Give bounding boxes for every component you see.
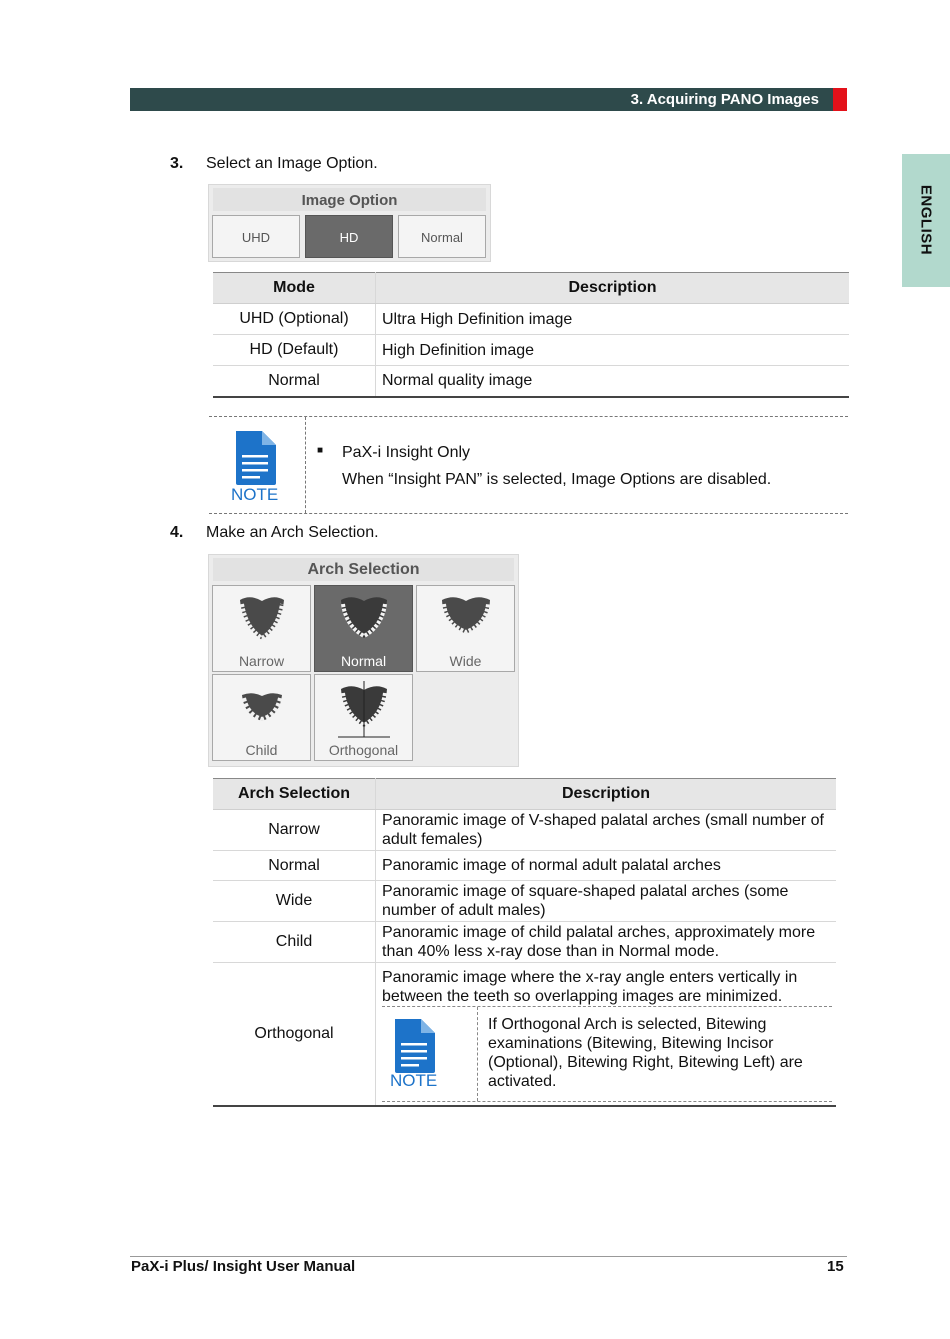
note-icon <box>231 429 285 507</box>
wide-arch-icon <box>440 592 492 644</box>
header-accent <box>833 88 847 111</box>
orthogonal-description-text: Panoramic image where the x-ray angle enters vertically in between the teeth so overlapping images are minimized. <box>382 969 798 1006</box>
note-divider <box>477 1007 478 1101</box>
arch-selection-title-bar <box>213 558 514 581</box>
uhd-button[interactable]: UHD <box>212 215 300 258</box>
table-row <box>213 922 836 963</box>
step-3-text: Select an Image Option. <box>206 155 378 172</box>
arch-wide-button[interactable] <box>416 585 515 672</box>
arch-cell: Narrow <box>213 810 376 851</box>
arch-wide-label: Wide <box>449 653 482 669</box>
note-text: When “Insight PAN” is selected, Image Options are disabled. <box>342 471 772 488</box>
arch-narrow-label: Narrow <box>238 653 285 669</box>
section-title: 3. Acquiring PANO Images <box>630 91 819 108</box>
normal-button[interactable]: Normal <box>398 215 486 258</box>
arch-orthogonal-label: Orthogonal <box>328 742 399 758</box>
note-icon-label: NOTE <box>231 485 279 504</box>
orthogonal-note-box <box>382 1006 832 1102</box>
note-box <box>209 416 848 514</box>
arch-child-button[interactable] <box>212 674 311 761</box>
table-header-mode: Mode <box>213 273 376 304</box>
arch-cell: Child <box>213 922 376 963</box>
arch-cell: Wide <box>213 881 376 922</box>
orthogonal-description <box>376 964 836 1103</box>
table-row <box>213 851 836 881</box>
description-cell: Normal quality image <box>376 366 850 397</box>
note-heading: PaX-i Insight Only <box>342 444 471 461</box>
hd-button[interactable]: HD <box>305 215 393 258</box>
footer-divider <box>130 1256 847 1257</box>
arch-selection-title: Arch Selection <box>307 561 420 578</box>
table-row <box>213 366 849 397</box>
orthogonal-note-text: If Orthogonal Arch is selected, Bitewing examinations (Bitewing, Bitewing Incisor (Optional), Bitewing Right, Bitewing Left) are activated. <box>488 1016 803 1091</box>
arch-selection-table <box>213 778 836 1107</box>
table-row <box>213 963 836 1106</box>
image-option-table <box>213 272 849 398</box>
arch-normal-label: Normal <box>340 653 387 669</box>
description-cell: Panoramic image of normal adult palatal arches <box>376 851 837 881</box>
step-4-number: 4. <box>170 524 184 541</box>
description-cell: High Definition image <box>376 335 850 366</box>
page-number: 15 <box>827 1258 844 1275</box>
table-row <box>213 335 849 366</box>
arch-normal-button[interactable] <box>314 585 413 672</box>
mode-cell: Normal <box>213 366 376 397</box>
table-row <box>213 810 836 851</box>
narrow-arch-icon <box>236 592 288 644</box>
note-divider <box>305 417 306 513</box>
description-cell: Panoramic image of child palatal arches, approximately more than 40% less x-ray dose than in Normal mode. <box>376 922 837 963</box>
table-row <box>213 881 836 922</box>
mode-cell: HD (Default) <box>213 335 376 366</box>
note-bullet: ■ <box>317 445 324 456</box>
description-cell <box>376 963 837 1106</box>
description-cell: Panoramic image of V-shaped palatal arches (small number of adult females) <box>376 810 837 851</box>
normal-arch-icon <box>338 592 390 644</box>
table-header-description: Description <box>376 779 837 810</box>
image-option-panel <box>208 184 491 262</box>
description-cell: Panoramic image of square-shaped palatal arches (some number of adult males) <box>376 881 837 922</box>
orthogonal-arch-icon <box>338 681 390 739</box>
arch-narrow-button[interactable] <box>212 585 311 672</box>
mode-cell: UHD (Optional) <box>213 304 376 335</box>
arch-cell: Normal <box>213 851 376 881</box>
arch-orthogonal-button[interactable] <box>314 674 413 761</box>
child-arch-icon <box>236 681 288 733</box>
arch-selection-panel <box>208 554 519 767</box>
language-tab-label: ENGLISH <box>917 184 935 256</box>
step-4-text: Make an Arch Selection. <box>206 524 379 541</box>
table-header-arch-selection: Arch Selection <box>213 779 376 810</box>
arch-cell: Orthogonal <box>213 963 376 1106</box>
table-header-description: Description <box>376 273 850 304</box>
footer-manual-title: PaX-i Plus/ Insight User Manual <box>131 1258 356 1275</box>
arch-child-label: Child <box>245 742 278 758</box>
step-3-number: 3. <box>170 155 184 172</box>
table-row <box>213 304 849 335</box>
section-header-bar <box>130 88 833 111</box>
note-icon <box>390 1017 444 1095</box>
image-option-title: Image Option <box>301 192 398 209</box>
language-tab <box>902 154 950 287</box>
description-cell: Ultra High Definition image <box>376 304 850 335</box>
image-option-title-bar <box>213 188 486 211</box>
note-icon-label: NOTE <box>390 1071 438 1091</box>
